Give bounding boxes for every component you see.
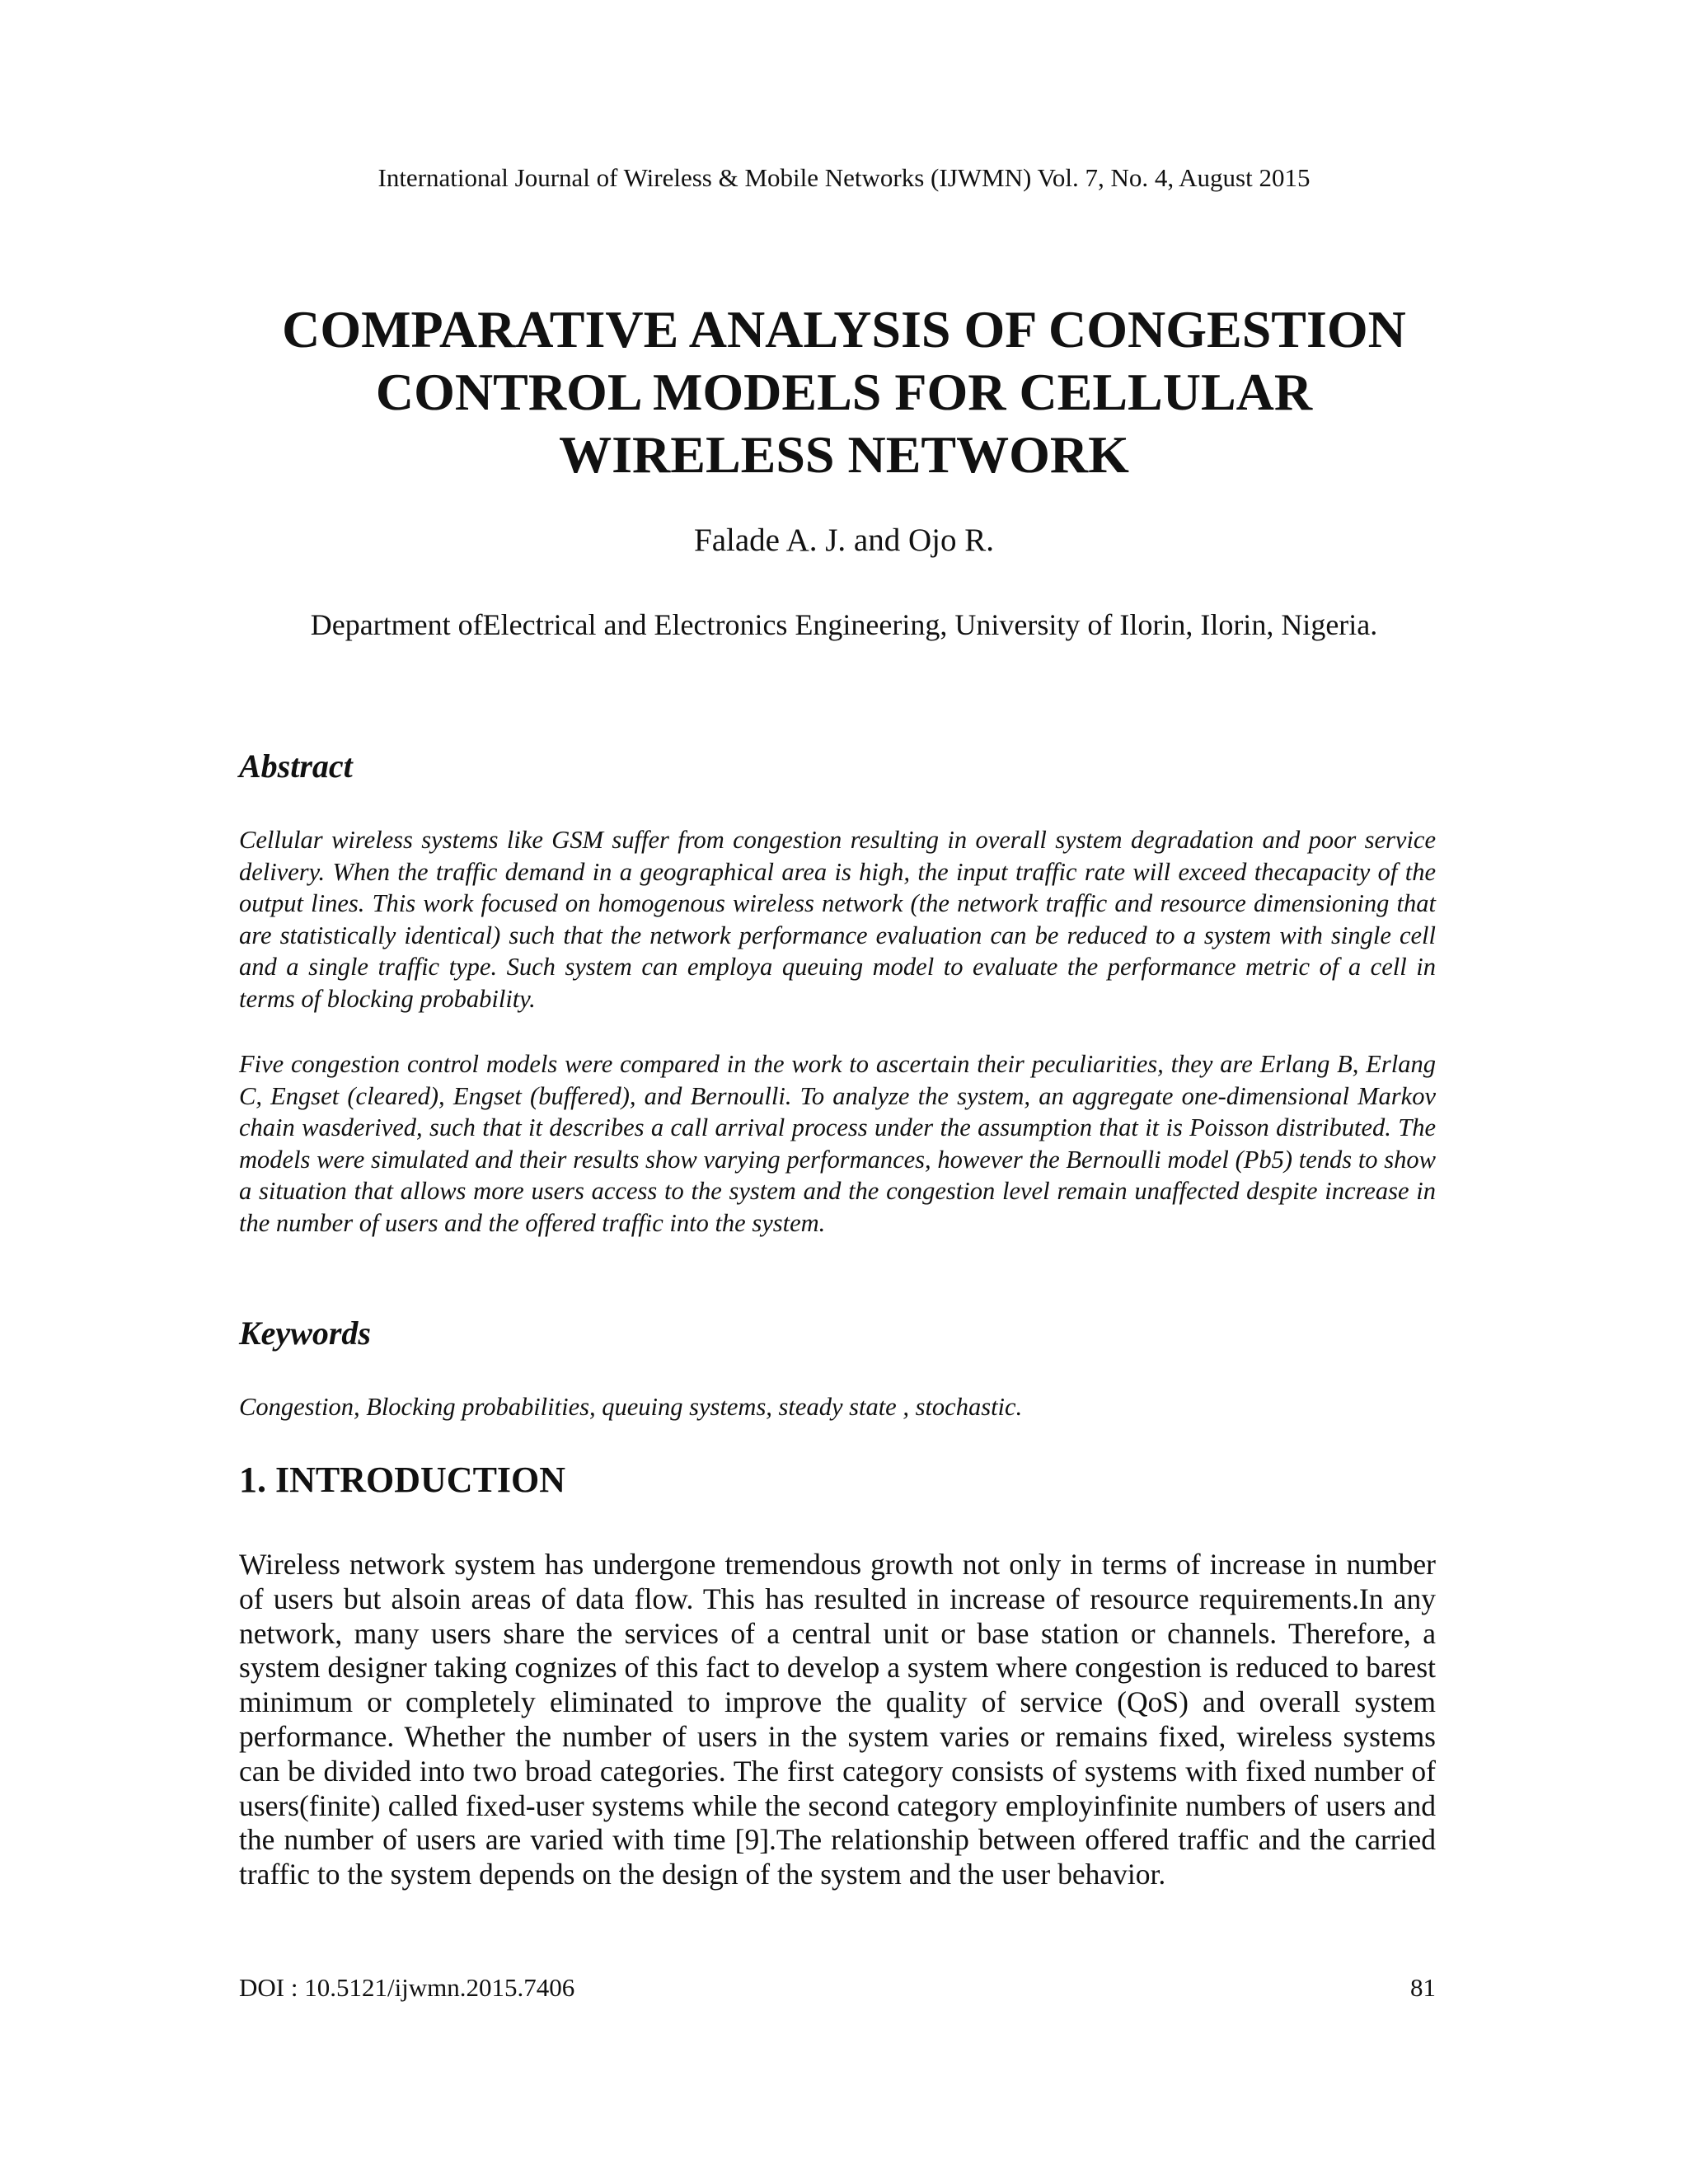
- abstract-section: [239, 747, 1436, 786]
- abstract-paragraph: Five congestion control models were compared in the work to ascertain their peculiarities, they are Erlang B, Erlang C, Engset (cleared), Engset (buffered), and Bernoulli. To analyze the system, an aggregate one-dimensional Markov chain wasderived, such that it describes a call arrival process under the assumption that it is Poisson distributed. The models were simulated and their results show varying performances, however the Bernoulli model (Pb5) tends to show a situation that allows more users access to the system and the congestion level remain unaffected despite increase in the number of users and the offered traffic into the system.: [239, 1050, 1436, 1237]
- authors: Falade A. J. and Ojo R.: [694, 523, 994, 558]
- keywords-block: [239, 1391, 1436, 1423]
- title-line: CONTROL MODELS FOR CELLULAR: [375, 363, 1313, 421]
- paper-title: [165, 298, 1523, 486]
- doi: DOI : 10.5121/ijwmn.2015.7406: [239, 1973, 575, 2002]
- title-line: COMPARATIVE ANALYSIS OF CONGESTION: [282, 300, 1406, 359]
- abstract-paragraph-1-block: [239, 824, 1436, 1015]
- introduction-heading: 1. INTRODUCTION: [239, 1460, 566, 1500]
- keywords-section: [239, 1314, 1436, 1353]
- page-footer: [239, 1971, 1436, 2004]
- running-header: International Journal of Wireless & Mobile Networks (IJWMN) Vol. 7, No. 4, August 2015: [377, 163, 1311, 192]
- abstract-heading: Abstract: [239, 748, 353, 785]
- page-number: 81: [1410, 1973, 1436, 2002]
- keywords-text: Congestion, Blocking probabilities, queuing systems, steady state , stochastic.: [239, 1393, 1023, 1421]
- introduction-paragraph: Wireless network system has undergone tremendous growth not only in terms of increase in number of users but alsoin areas of data flow. This has resulted in increase of resource requirements.In any network, many users share the services of a central unit or base station or channels. Therefore, a system designer taking cognizes of this fact to develop a system where congestion is reduced to barest minimum or completely eliminated to improve the quality of service (QoS) and overall system performance. Whether the number of users in the system varies or remains fixed, wireless systems can be divided into two broad categories. The first category consists of systems with fixed number of users(finite) called fixed-user systems while the second category employinfinite numbers of users and the number of users are varied with time [9].The relationship between offered traffic and the carried traffic to the system depends on the design of the system and the user behavior.: [239, 1548, 1436, 1891]
- abstract-paragraph-2-block: [239, 1048, 1436, 1240]
- title-line: WIRELESS NETWORK: [559, 425, 1129, 484]
- keywords-heading: Keywords: [239, 1315, 371, 1352]
- introduction-heading-block: [239, 1459, 1436, 1502]
- affiliation: Department ofElectrical and Electronics Engineering, University of Ilorin, Ilorin, Nigeria.: [310, 608, 1378, 641]
- introduction-body: [239, 1548, 1436, 1892]
- abstract-paragraph: Cellular wireless systems like GSM suffer from congestion resulting in overall system degradation and poor service delivery. When the traffic demand in a geographical area is high, the input traffic rate will exceed thecapacity of the output lines. This work focused on homogenous wireless network (the network traffic and resource dimensioning that are statistically identical) such that the network performance evaluation can be reduced to a system with single cell and a single traffic type. Such system can employa queuing model to evaluate the performance metric of a cell in terms of blocking probability.: [239, 826, 1436, 1013]
